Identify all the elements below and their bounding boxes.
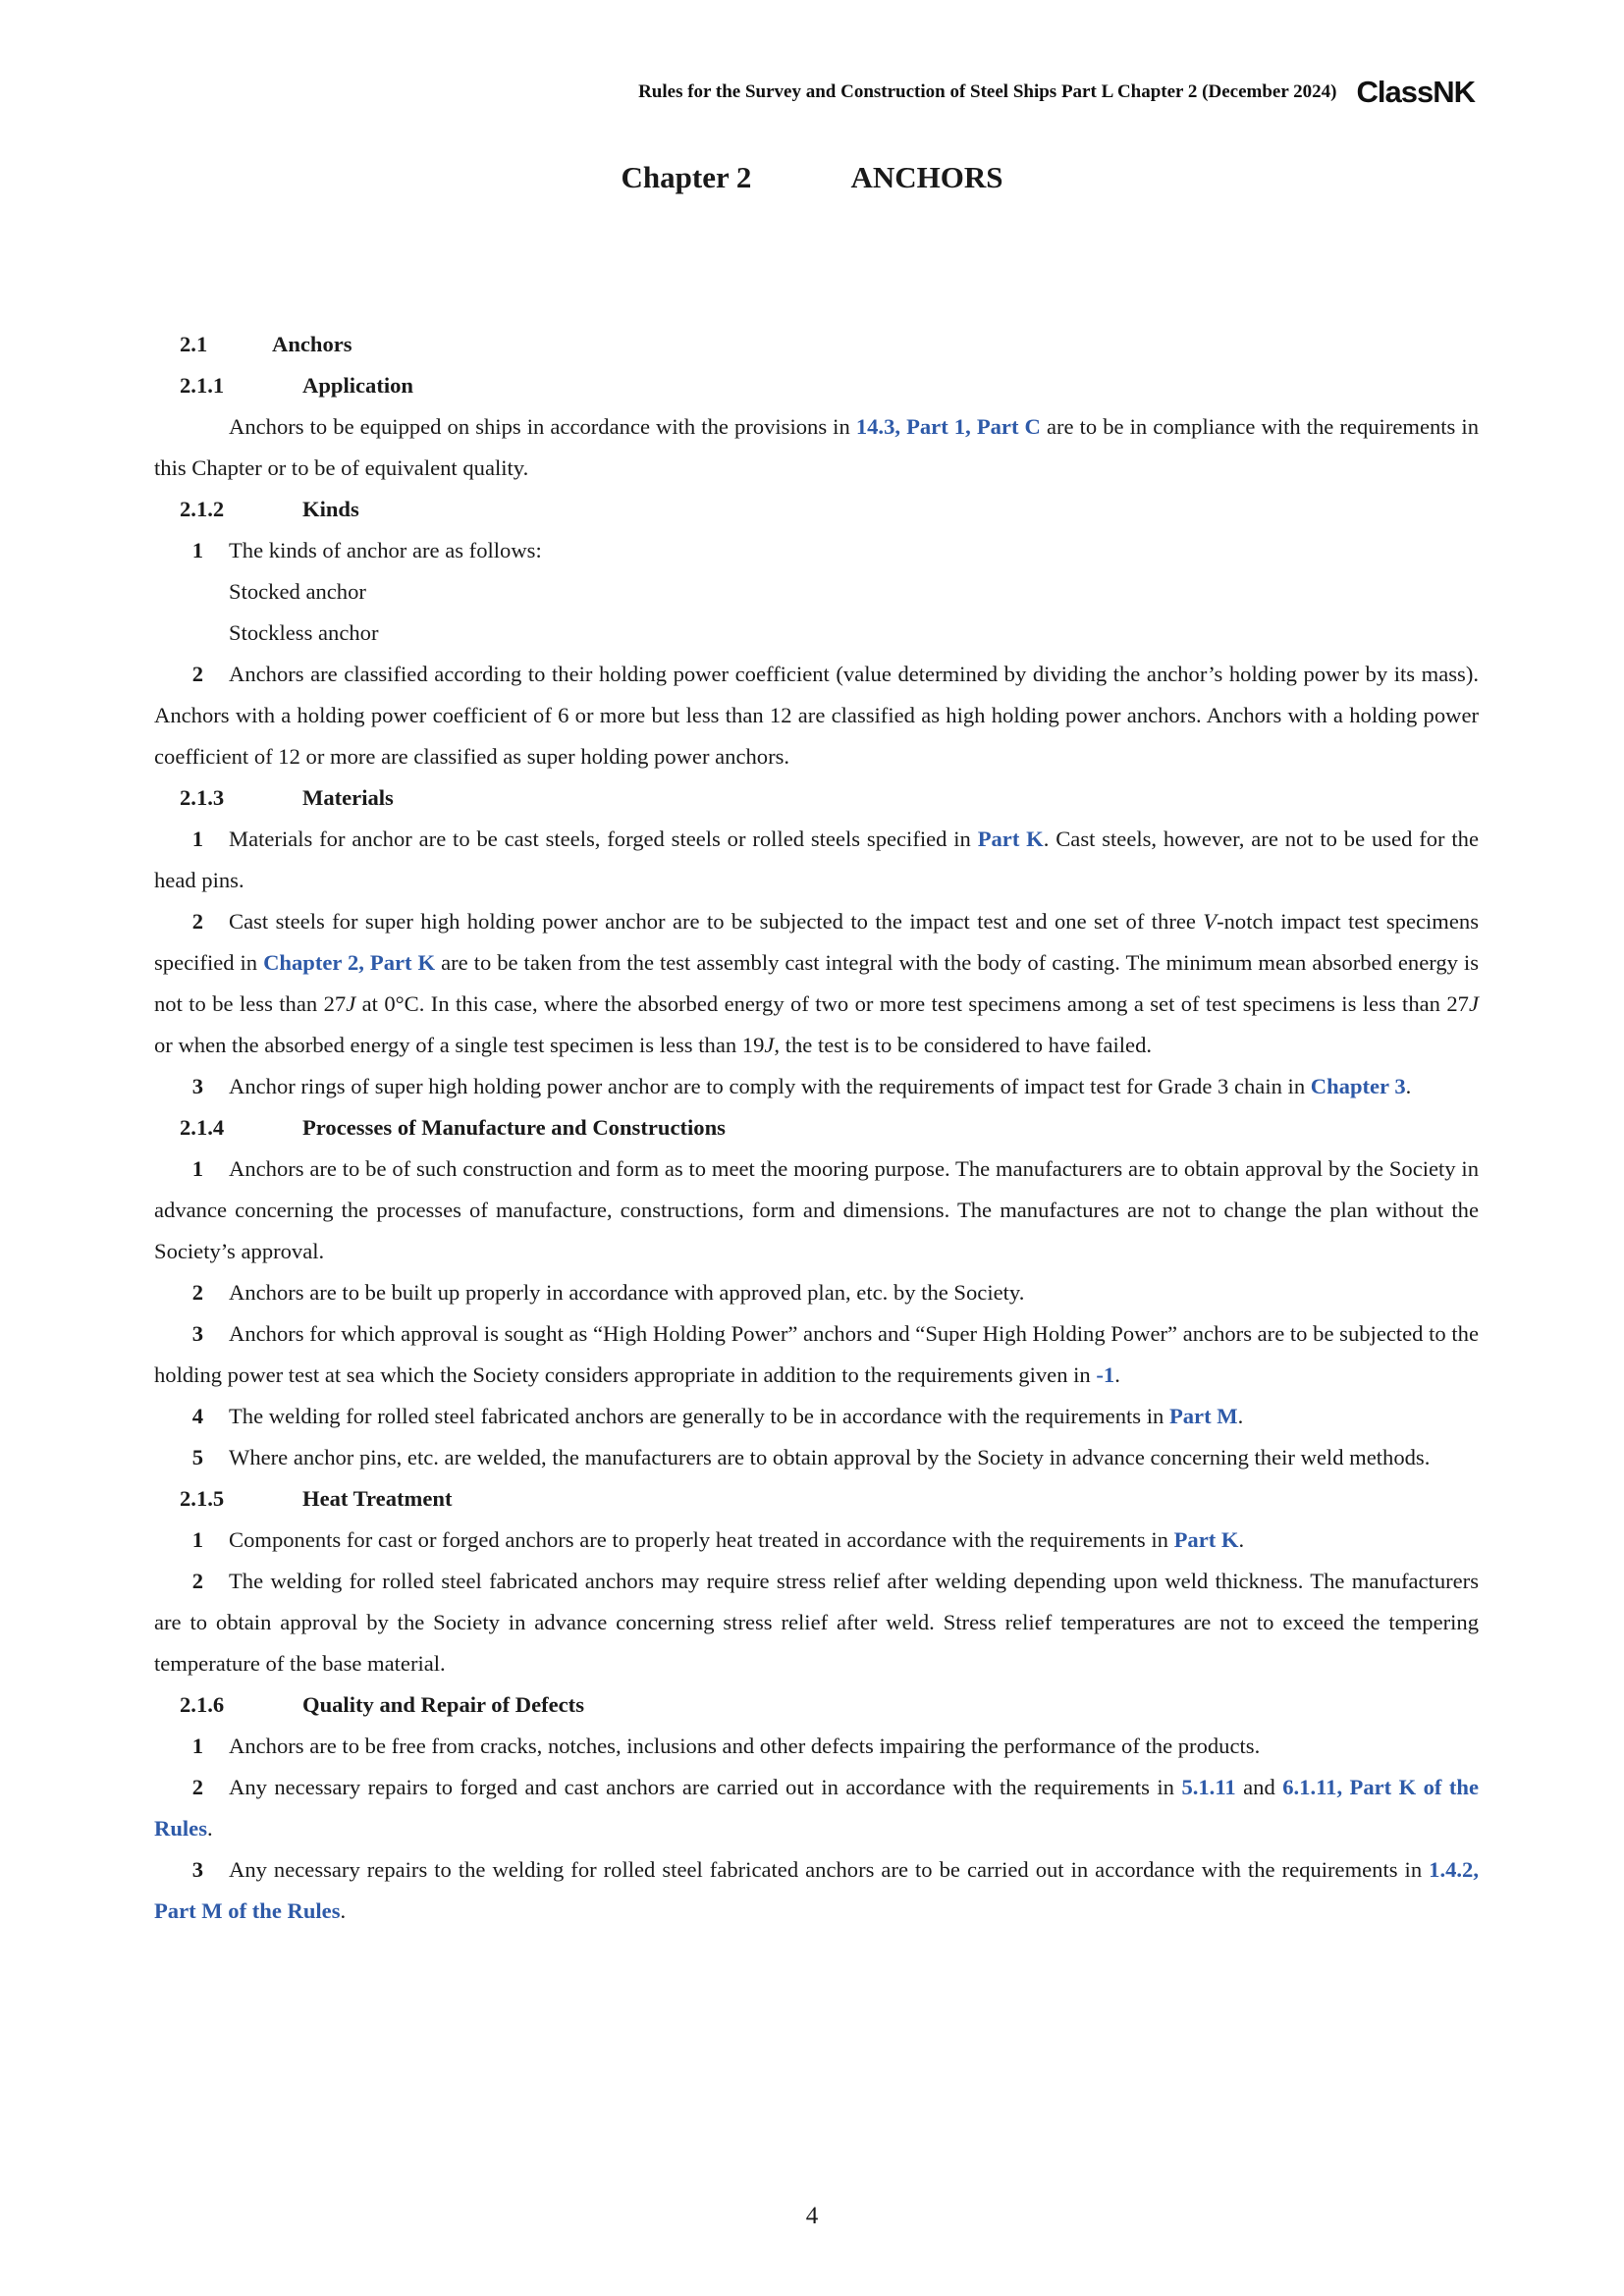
paragraph — [154, 1767, 1479, 1849]
paragraph-number: 2 — [191, 662, 203, 686]
text: Anchors to be equipped on ships in accordance with the provisions in — [229, 414, 856, 439]
italic-symbol: V — [1203, 909, 1218, 934]
text: . — [1114, 1362, 1120, 1387]
text: . — [1238, 1527, 1245, 1552]
chapter-number: Chapter 2 — [621, 160, 752, 194]
text: The welding for rolled steel fabricated anchors may require stress relief after welding depending upon weld thickness. The manufacturers are to obtain approval by the Society in advance concerning stress relief after weld. Stress relief temperatures are not to exceed the tempering temperature of the base material. — [154, 1569, 1479, 1676]
paragraph — [154, 1313, 1479, 1396]
text: Any necessary repairs to forged and cast anchors are carried out in accordance with the requirements in — [229, 1775, 1182, 1799]
paragraph-number: 1 — [191, 1156, 203, 1181]
paragraph — [154, 1272, 1479, 1313]
text: , the test is to be considered to have failed. — [774, 1033, 1153, 1057]
paragraph-number: 3 — [191, 1321, 203, 1346]
subsection-number: 2.1.6 — [180, 1692, 225, 1717]
paragraph — [154, 1066, 1479, 1107]
text: Anchors are classified according to their holding power coefficient (value determined by dividing the anchor’s holding power by its mass). Anchors with a holding power coefficient of 6 or more but less than 12 are classified as high holding power anchors. Anchors with a holding power coefficient of 12 or more are classified as super holding power anchors. — [154, 662, 1479, 769]
paragraph-number: 4 — [191, 1404, 203, 1428]
subsection-heading-application — [154, 365, 1479, 406]
paragraph-number: 1 — [191, 1527, 203, 1552]
classnk-logo: ClassNK — [1356, 75, 1475, 109]
paragraph-number: 1 — [191, 1734, 203, 1758]
text: Anchor rings of super high holding power anchor are to comply with the requirements of impact test for Grade 3 chain in — [229, 1074, 1311, 1098]
italic-symbol: J — [346, 991, 356, 1016]
paragraph — [154, 1437, 1479, 1478]
text: . — [1237, 1404, 1244, 1428]
text: The welding for rolled steel fabricated anchors are generally to be in accordance with the requirements in — [229, 1404, 1169, 1428]
text: and — [1235, 1775, 1283, 1799]
paragraph-number: 2 — [191, 1569, 203, 1593]
cross-reference-link[interactable]: 14.3, Part 1, Part C — [855, 414, 1041, 439]
subsection-heading-materials — [154, 777, 1479, 819]
paragraph — [154, 1849, 1479, 1932]
text: . Cast steels, however, are not to be used for the head pins. — [154, 827, 1479, 892]
cross-reference-link[interactable]: Part K — [1173, 1527, 1239, 1552]
text: are to be in compliance with the requirements in this Chapter or to be of equivalent quality. — [154, 414, 1479, 480]
text: at 0°C. In this case, where the absorbed energy of two or more test specimens among a set of test specimens is less than 27 — [355, 991, 1469, 1016]
page-header — [638, 75, 1475, 110]
text: -notch impact test specimens specified in — [154, 909, 1479, 975]
text: The kinds of anchor are as follows: — [229, 538, 542, 562]
subsection-title: Materials — [302, 785, 394, 810]
paragraph-number: 3 — [191, 1074, 203, 1098]
cross-reference-link[interactable]: Part M — [1168, 1404, 1238, 1428]
text: Anchors are to be of such construction and form as to meet the mooring purpose. The manufacturers are to obtain approval by the Society in advance concerning the processes of manufacture, constructions, form and dimensions. The manufactures are not to change the plan without the Society’s approval. — [154, 1156, 1479, 1263]
list-item: Stocked anchor — [229, 579, 366, 604]
text: Anchors are to be free from cracks, notches, inclusions and other defects impairing the performance of the products. — [229, 1734, 1261, 1758]
paragraph — [154, 1396, 1479, 1437]
header-title: Rules for the Survey and Construction of Steel Ships Part L Chapter 2 (December 2024) — [638, 81, 1337, 102]
text: Anchors are to be built up properly in accordance with approved plan, etc. by the Society. — [229, 1280, 1025, 1305]
chapter-title — [0, 160, 1624, 195]
italic-symbol: J — [1468, 991, 1479, 1016]
subsection-heading-kinds — [154, 489, 1479, 530]
subsection-number: 2.1.5 — [180, 1486, 225, 1511]
subsection-number: 2.1.3 — [180, 785, 225, 810]
paragraph-number: 3 — [191, 1857, 203, 1882]
subsection-title: Kinds — [302, 497, 359, 521]
subsection-number: 2.1.1 — [180, 373, 225, 398]
paragraph — [154, 1726, 1479, 1767]
text: Where anchor pins, etc. are welded, the manufacturers are to obtain approval by the Society in advance concerning their weld methods. — [229, 1445, 1431, 1469]
text: . — [1405, 1074, 1412, 1098]
paragraph-number: 2 — [191, 1775, 203, 1799]
cross-reference-link[interactable]: Part K — [977, 827, 1044, 851]
paragraph — [154, 1561, 1479, 1684]
paragraph-number: 1 — [191, 827, 203, 851]
subsection-title: Quality and Repair of Defects — [302, 1692, 585, 1717]
page-number: 4 — [805, 2203, 819, 2229]
cross-reference-link[interactable]: -1 — [1096, 1362, 1115, 1387]
document-body — [154, 324, 1479, 1932]
chapter-name: ANCHORS — [850, 160, 1003, 194]
cross-reference-link[interactable]: 1.4.2, Part M of the Rules — [154, 1857, 1479, 1923]
section-heading — [154, 324, 1479, 365]
paragraph — [154, 530, 1479, 571]
text: Anchors for which approval is sought as “High Holding Power” anchors and “Super High Holding Power” anchors are to be subjected to the holding power test at sea which the Society considers appropriate in addition to the requirements given in — [154, 1321, 1479, 1387]
section-number: 2.1 — [180, 332, 208, 356]
subsection-number: 2.1.2 — [180, 497, 225, 521]
subsection-title: Application — [302, 373, 413, 398]
subsection-title: Heat Treatment — [302, 1486, 453, 1511]
paragraph-number: 5 — [191, 1445, 203, 1469]
text: Materials for anchor are to be cast steels, forged steels or rolled steels specified in — [229, 827, 978, 851]
paragraph-number: 1 — [191, 538, 203, 562]
text: Any necessary repairs to the welding for rolled steel fabricated anchors are to be carried out in accordance with the requirements in — [229, 1857, 1430, 1882]
subsection-heading-processes — [154, 1107, 1479, 1148]
cross-reference-link[interactable]: Chapter 2, Part K — [263, 950, 436, 975]
paragraph-number: 2 — [191, 909, 203, 934]
paragraph — [154, 654, 1479, 777]
paragraph-number: 2 — [191, 1280, 203, 1305]
section-title: Anchors — [272, 332, 352, 356]
text: . — [340, 1898, 347, 1923]
text: Components for cast or forged anchors are to properly heat treated in accordance with the requirements in — [229, 1527, 1174, 1552]
list-item: Stockless anchor — [229, 620, 379, 645]
paragraph — [154, 819, 1479, 901]
paragraph — [154, 901, 1479, 1066]
subsection-heading-quality — [154, 1684, 1479, 1726]
text: Cast steels for super high holding power anchor are to be subjected to the impact test and one set of three — [229, 909, 1204, 934]
paragraph — [154, 406, 1479, 489]
cross-reference-link[interactable]: 5.1.11 — [1181, 1775, 1236, 1799]
cross-reference-link[interactable]: Chapter 3 — [1310, 1074, 1406, 1098]
paragraph — [154, 1520, 1479, 1561]
subsection-number: 2.1.4 — [180, 1115, 225, 1140]
text: or when the absorbed energy of a single test specimen is less than 19 — [154, 1033, 765, 1057]
cross-reference-link[interactable]: 6.1.11, Part K of the Rules — [154, 1775, 1480, 1841]
text: . — [206, 1816, 213, 1841]
text: are to be taken from the test assembly cast integral with the body of casting. The minimum mean absorbed energy is not to be less than 27 — [154, 950, 1479, 1016]
subsection-title: Processes of Manufacture and Constructions — [302, 1115, 726, 1140]
subsection-heading-heat-treatment — [154, 1478, 1479, 1520]
italic-symbol: J — [764, 1033, 775, 1057]
paragraph — [154, 1148, 1479, 1272]
